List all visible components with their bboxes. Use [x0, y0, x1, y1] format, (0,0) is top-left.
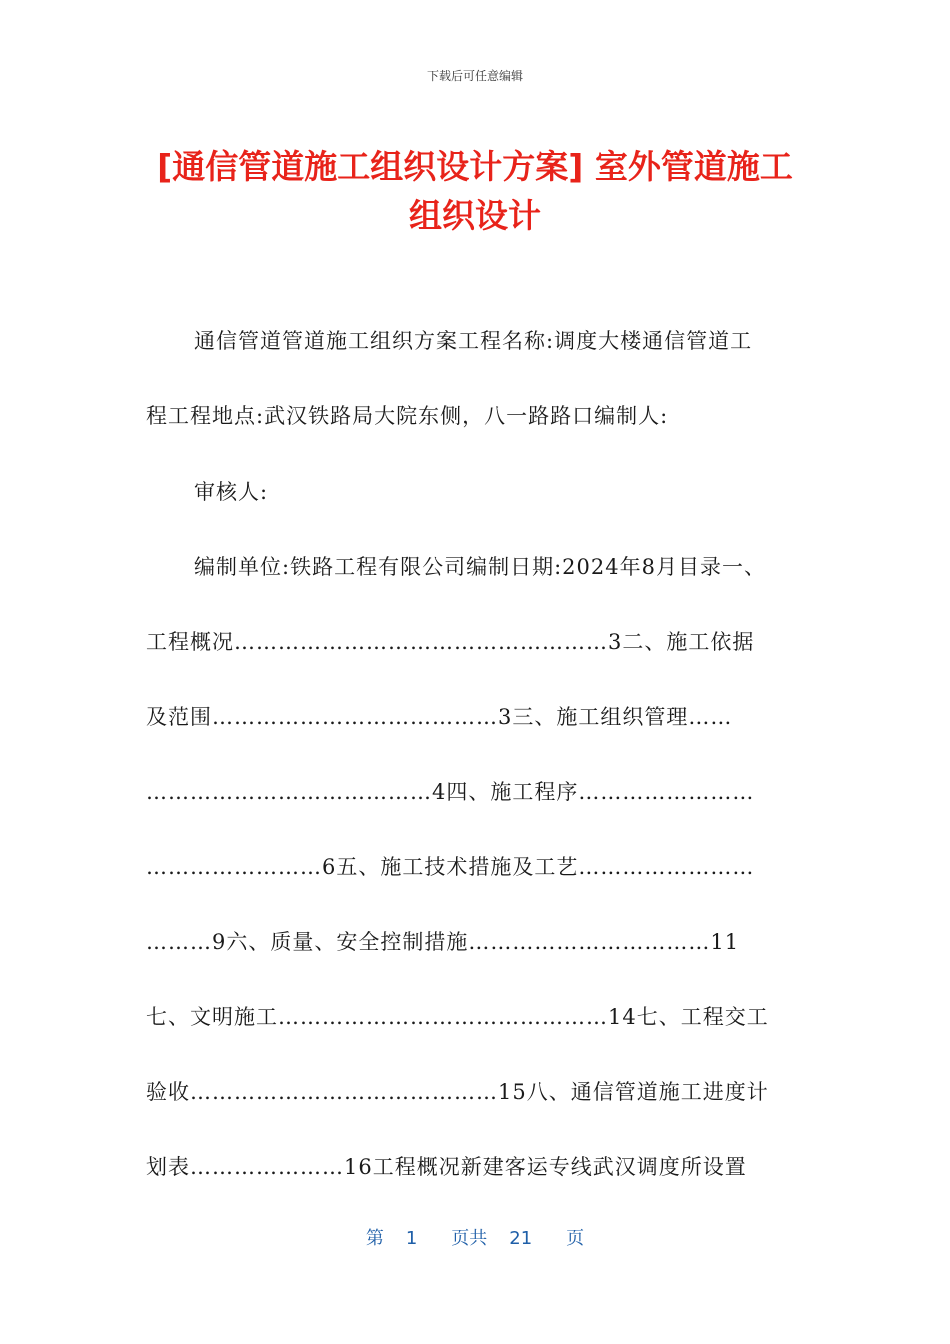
toc-line: 工程概况……………………………………………3二、施工依据 — [146, 630, 755, 654]
toc-line: 划表…………………16工程概况新建客运专线武汉调度所设置 — [146, 1155, 747, 1179]
toc-line: 及范围…………………………………3三、施工组织管理…… — [146, 705, 733, 729]
footer-prefix: 第 — [365, 1228, 384, 1249]
footer-suffix: 页 — [566, 1228, 585, 1249]
title-line-1: [通信管道施工组织设计方案] 室外管道施工 — [157, 147, 793, 186]
toc-line: ……………………6五、施工技术措施及工艺…………………… — [146, 855, 755, 879]
body-line: 审核人: — [194, 480, 269, 504]
toc-line: 验收……………………………………15八、通信管道施工进度计 — [146, 1080, 769, 1104]
page-footer — [0, 1224, 950, 1250]
footer-middle: 页共 — [451, 1228, 488, 1249]
body-line: 程工程地点:武汉铁路局大院东侧，八一路路口编制人: — [146, 404, 669, 428]
body-line: 编制单位:铁路工程有限公司编制日期:2024年8月目录一、 — [194, 555, 766, 579]
document-title — [140, 142, 810, 240]
header-note: 下载后可任意编辑 — [426, 69, 523, 83]
body-line: 通信管道管道施工组织方案工程名称:调度大楼通信管道工 — [194, 329, 753, 353]
footer-total-pages: 21 — [509, 1228, 533, 1249]
footer-page-number: 1 — [405, 1228, 418, 1249]
title-line-2: 组织设计 — [409, 196, 541, 235]
toc-line: …………………………………4四、施工程序…………………… — [146, 780, 755, 804]
toc-line: 七、文明施工………………………………………14七、工程交工 — [146, 1005, 769, 1029]
toc-line: ………9六、质量、安全控制措施……………………………11 — [146, 930, 740, 954]
